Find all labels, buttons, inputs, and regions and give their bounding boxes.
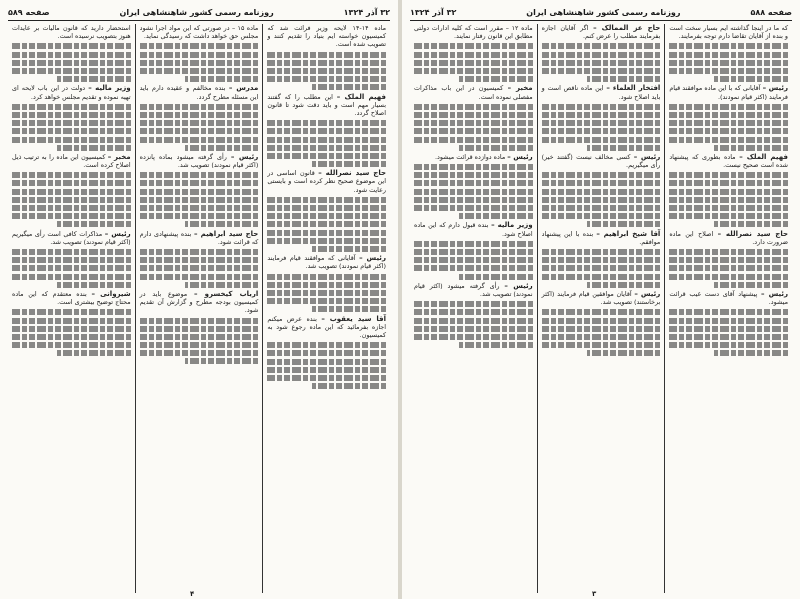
text-line — [414, 257, 533, 263]
text-line — [185, 358, 259, 364]
text-line — [542, 309, 661, 315]
text-line — [669, 172, 788, 178]
text-line — [140, 249, 259, 255]
left-page-number: ۴ — [190, 590, 195, 598]
text-line — [414, 318, 533, 324]
text-paragraph — [12, 153, 131, 169]
speaker-name: حاج سید ابراهیم – — [193, 229, 259, 238]
right-header-date: ۳۲ آذر ۱۳۲۴ — [410, 7, 457, 17]
text-line — [714, 145, 788, 151]
paragraph-text: ماده ۱۲ – مقرر است که کلیه ادارات دولتی مطابق این قانون رفتار نمایند. — [413, 24, 533, 41]
speaker-name: حاج سید نصرالله – — [318, 169, 386, 178]
text-line — [267, 350, 386, 356]
text-line — [414, 309, 533, 315]
text-line — [587, 76, 661, 82]
text-line — [12, 112, 131, 118]
text-line — [459, 145, 533, 151]
text-line — [267, 120, 386, 126]
text-line — [12, 128, 131, 134]
text-line — [542, 334, 661, 340]
speaker-name: رئیس – — [633, 152, 661, 161]
right-header-title: روزنامه رسمی کشور شاهنشاهی ایران — [526, 7, 681, 17]
text-line — [414, 241, 533, 247]
speaker-name: حاج عز الممالک – — [593, 24, 661, 32]
left-page-header — [8, 4, 390, 21]
text-line — [185, 145, 259, 151]
left-columns — [8, 24, 390, 593]
text-line — [267, 76, 386, 82]
speaker-name: افتخار العلماء – — [606, 84, 661, 93]
text-line — [12, 189, 131, 195]
text-paragraph — [12, 230, 131, 246]
text-paragraph — [669, 84, 788, 100]
right-page-header — [410, 4, 792, 21]
text-line — [140, 334, 259, 340]
right-column-3 — [410, 24, 538, 593]
text-line — [587, 350, 661, 356]
text-line — [459, 213, 533, 219]
paragraph-text: رأی گرفته میشود بماده پانزده (اکثر قیام نمودند) تصویب شد. — [139, 152, 259, 170]
text-line — [669, 249, 788, 255]
text-line — [542, 128, 661, 134]
text-paragraph — [267, 93, 386, 118]
text-line — [57, 282, 131, 288]
text-paragraph — [140, 84, 259, 100]
text-line — [267, 145, 386, 151]
text-line — [414, 43, 533, 49]
paragraph-text: که ما در اینجا گذاشته ایم بسیار سخت است و بنده از آقایان تقاضا دارم توجه بفرمایند. — [669, 24, 788, 41]
text-line — [57, 76, 131, 82]
left-header-title: روزنامه رسمی کشور شاهنشاهی ایران — [119, 7, 274, 17]
text-line — [414, 180, 533, 186]
text-line — [542, 265, 661, 271]
text-line — [267, 128, 386, 134]
speaker-name: مدرس – — [228, 84, 259, 93]
text-line — [140, 350, 259, 356]
speaker-name: حاج سید نصرالله – — [717, 229, 788, 238]
text-line — [12, 326, 131, 332]
text-line — [140, 104, 259, 110]
text-line — [140, 326, 259, 332]
speaker-name: رئیس – — [230, 152, 259, 161]
text-line — [542, 68, 661, 74]
text-line — [267, 359, 386, 365]
text-paragraph — [669, 153, 788, 169]
text-line — [669, 334, 788, 340]
text-line — [542, 60, 661, 66]
text-line — [12, 52, 131, 58]
text-line — [542, 180, 661, 186]
text-line — [414, 301, 533, 307]
text-line — [12, 172, 131, 178]
speaker-name: آقا شیخ ابراهیم – — [596, 229, 661, 238]
paragraph-text: اصلاح این ماده ضرورت دارد. — [669, 229, 788, 246]
text-paragraph — [140, 24, 259, 40]
text-line — [459, 76, 533, 82]
speaker-name: آقا سید یعقوب – — [321, 314, 386, 323]
text-line — [312, 246, 386, 252]
text-line — [669, 197, 788, 203]
text-line — [669, 309, 788, 315]
text-line — [267, 282, 386, 288]
text-line — [669, 213, 788, 219]
text-line — [542, 257, 661, 263]
text-line — [542, 104, 661, 110]
text-line — [414, 189, 533, 195]
text-line — [414, 249, 533, 255]
speaker-name: رئیس – — [507, 152, 533, 161]
speaker-name: رئیس – — [504, 281, 533, 290]
paragraph-text: بنده مخالفم و عقیده دارم باید این مسئله مطرح گردد. — [139, 84, 259, 101]
text-paragraph — [140, 290, 259, 315]
text-line — [542, 137, 661, 143]
text-paragraph — [669, 290, 788, 306]
text-line — [57, 145, 131, 151]
text-line — [669, 189, 788, 195]
text-line — [414, 334, 533, 340]
text-line — [185, 282, 259, 288]
text-line — [542, 43, 661, 49]
text-line — [414, 104, 533, 110]
text-line — [140, 172, 259, 178]
speaker-name: شیروانی – — [91, 289, 131, 298]
paragraph-text: ماده بطوری که پیشنهاد شده است صحیح نیست. — [669, 152, 788, 170]
paragraph-text: بنده پیشنهادی دارم که قرائت شود. — [139, 229, 259, 246]
text-line — [714, 282, 788, 288]
text-line — [669, 43, 788, 49]
paragraph-text: بنده قبول دارم که این ماده اصلاح شود. — [413, 221, 533, 238]
text-paragraph — [267, 315, 386, 340]
text-line — [12, 249, 131, 255]
text-line — [459, 274, 533, 280]
text-line — [542, 52, 661, 58]
text-line — [542, 249, 661, 255]
text-line — [267, 290, 386, 296]
text-line — [542, 189, 661, 195]
speaker-name: مخبر – — [507, 84, 533, 93]
text-line — [414, 197, 533, 203]
text-line — [12, 257, 131, 263]
text-line — [267, 342, 386, 348]
text-paragraph — [542, 24, 661, 40]
right-header-page-label: صفحه ۵۸۸ — [750, 7, 792, 17]
text-line — [267, 375, 386, 381]
paragraph-text: استحضار دارید که قانون مالیات بر عایدات هنوز بتصویب نرسیده است. — [11, 24, 131, 41]
text-line — [140, 257, 259, 263]
text-line — [140, 137, 259, 143]
text-line — [542, 112, 661, 118]
text-line — [12, 180, 131, 186]
text-paragraph — [414, 24, 533, 40]
speaker-name: رئیس – — [359, 254, 386, 263]
text-line — [12, 265, 131, 271]
speaker-name: مخبر – — [107, 152, 131, 161]
text-line — [542, 342, 661, 348]
paragraph-text: موضوع باید در کمیسیون بودجه مطرح و گزارش آن تقدیم شود. — [139, 289, 259, 315]
text-line — [669, 137, 788, 143]
text-line — [414, 164, 533, 170]
speaker-name: فهیم الملک – — [336, 92, 387, 101]
text-line — [267, 230, 386, 236]
text-line — [669, 128, 788, 134]
paragraph-text: رأی گرفته میشود (اکثر قیام نمودند) تصویب شد. — [413, 281, 533, 298]
text-line — [140, 274, 259, 280]
text-line — [312, 84, 386, 90]
paragraph-text: اگر آقایان اجازه بفرمایند مطلب را عرض کنم. — [541, 24, 661, 41]
paragraph-text: بنده عرض میکنم اجازه بفرمائید که این ماده رجوع شود به کمیسیون. — [267, 314, 386, 339]
paragraph-text: این مطلب را که گفتند بسیار مهم است و باید دقت شود تا قانون اصلاح گردد. — [267, 92, 386, 117]
paragraph-text: آقایانی که موافقند قیام فرمایند (اکثر قیام نمودند) تصویب شد. — [267, 254, 386, 271]
text-line — [140, 189, 259, 195]
text-line — [714, 76, 788, 82]
text-line — [140, 60, 259, 66]
text-line — [414, 68, 533, 74]
text-line — [140, 128, 259, 134]
paragraph-text: بنده با این پیشنهاد موافقم. — [541, 229, 661, 246]
speaker-name: وزیر مالیه – — [491, 221, 533, 230]
text-line — [12, 120, 131, 126]
text-paragraph — [267, 254, 386, 270]
text-line — [57, 221, 131, 227]
text-line — [140, 68, 259, 74]
text-line — [267, 153, 386, 159]
text-paragraph — [669, 24, 788, 40]
paragraph-text: دولت در این باب لایحه ای تهیه نموده و تقدیم مجلس خواهد کرد. — [11, 84, 131, 101]
text-line — [669, 326, 788, 332]
left-page — [0, 0, 398, 599]
text-line — [542, 318, 661, 324]
text-line — [542, 172, 661, 178]
text-line — [414, 326, 533, 332]
left-header-date: ۳۲ آذر ۱۳۲۴ — [343, 7, 390, 17]
text-line — [542, 274, 661, 280]
text-paragraph — [267, 169, 386, 194]
speaker-name: ارباب کیخسرو – — [193, 289, 259, 298]
text-line — [267, 221, 386, 227]
text-line — [542, 326, 661, 332]
text-line — [140, 342, 259, 348]
left-column-3 — [8, 24, 136, 593]
text-line — [267, 213, 386, 219]
text-line — [669, 274, 788, 280]
text-line — [185, 221, 259, 227]
text-line — [459, 342, 533, 348]
text-paragraph — [12, 24, 131, 40]
paragraph-text: ماده ۱۴-۱۴ لایحه وزیر فرائت شد که کمیسیون خواسته ایم بنیاد را تقدیم کنند و تصویب شده است. — [267, 24, 386, 49]
text-line — [12, 197, 131, 203]
text-line — [267, 68, 386, 74]
text-line — [12, 43, 131, 49]
text-line — [12, 309, 131, 315]
left-column-2 — [136, 24, 264, 593]
text-line — [669, 205, 788, 211]
text-line — [12, 274, 131, 280]
text-paragraph — [140, 153, 259, 169]
right-page-number: ۳ — [592, 590, 597, 598]
text-line — [669, 60, 788, 66]
paragraph-text: کسی مخالف نیست (گفتند خیر) رأی میگیریم. — [541, 152, 661, 170]
paragraph-text: قانون اساسی در این موضوع صحیح نظر کرده است و بایستی رعایت شود. — [267, 169, 386, 194]
right-columns — [410, 24, 792, 593]
paragraph-text: پیشنهاد آقای دست غیب قرائت میشود. — [669, 289, 788, 307]
text-line — [587, 221, 661, 227]
text-line — [267, 367, 386, 373]
right-column-1 — [665, 24, 792, 593]
text-line — [12, 104, 131, 110]
text-line — [267, 298, 386, 304]
text-paragraph — [140, 230, 259, 246]
text-paragraph — [414, 153, 533, 161]
text-paragraph — [414, 84, 533, 100]
text-line — [267, 52, 386, 58]
text-line — [669, 257, 788, 263]
text-line — [267, 197, 386, 203]
text-line — [12, 205, 131, 211]
left-column-1 — [263, 24, 390, 593]
text-line — [414, 52, 533, 58]
paragraph-text: کمیسیون این ماده را به ترتیب ذیل اصلاح کرده است. — [11, 152, 131, 170]
text-line — [414, 60, 533, 66]
paragraph-text: کمیسیون در این باب مذاکرات مفصلی نموده است. — [413, 84, 533, 101]
text-line — [140, 180, 259, 186]
text-line — [12, 68, 131, 74]
text-line — [414, 120, 533, 126]
text-line — [140, 318, 259, 324]
text-paragraph — [542, 153, 661, 169]
text-line — [12, 334, 131, 340]
text-line — [669, 112, 788, 118]
text-paragraph — [414, 221, 533, 237]
text-line — [312, 306, 386, 312]
text-line — [669, 265, 788, 271]
text-line — [12, 60, 131, 66]
text-paragraph — [267, 24, 386, 49]
text-line — [140, 213, 259, 219]
text-line — [12, 137, 131, 143]
paragraph-text: ماده ۱۵ – در صورتی که این مواد اجرا نشود مجلس حق خواهد داشت که رسیدگی نماید. — [139, 24, 259, 41]
paragraph-text: مذاکرات کافی است رأی میگیریم (اکثر قیام نمودند) تصویب شد. — [11, 229, 131, 246]
paragraph-text: آقایان موافقین قیام فرمایند (اکثر برخاستند) تصویب شد. — [541, 289, 661, 307]
speaker-name: رئیس – — [104, 229, 131, 238]
text-line — [414, 205, 533, 211]
text-line — [140, 52, 259, 58]
text-line — [267, 238, 386, 244]
text-line — [414, 128, 533, 134]
speaker-name: رئیس – — [762, 84, 788, 93]
text-line — [267, 274, 386, 280]
text-paragraph — [12, 290, 131, 306]
text-line — [185, 76, 259, 82]
text-line — [312, 161, 386, 167]
text-line — [714, 350, 788, 356]
text-line — [12, 342, 131, 348]
left-header-page-label: صفحه ۵۸۹ — [8, 7, 50, 17]
text-line — [587, 145, 661, 151]
text-line — [267, 60, 386, 66]
text-line — [414, 265, 533, 271]
text-line — [267, 205, 386, 211]
speaker-name: وزیر مالیه – — [88, 84, 131, 93]
text-line — [669, 342, 788, 348]
text-line — [587, 282, 661, 288]
text-line — [267, 137, 386, 143]
text-line — [57, 350, 131, 356]
text-line — [669, 318, 788, 324]
right-column-2 — [538, 24, 666, 593]
text-line — [542, 120, 661, 126]
right-page — [402, 0, 800, 599]
text-line — [542, 197, 661, 203]
text-line — [414, 112, 533, 118]
text-line — [669, 120, 788, 126]
text-line — [140, 112, 259, 118]
text-line — [414, 172, 533, 178]
text-line — [12, 318, 131, 324]
paragraph-text: این ماده ناقص است و باید اصلاح شود. — [541, 84, 661, 101]
speaker-name: رئیس – — [634, 289, 661, 298]
text-line — [140, 43, 259, 49]
paragraph-text: آقایانی که با این ماده موافقند قیام فرمایند (اکثر قیام نمودند). — [669, 84, 788, 101]
text-line — [542, 205, 661, 211]
paragraph-text: ماده دوازده قرائت میشود. — [434, 152, 506, 161]
speaker-name: رئیس – — [761, 289, 788, 298]
text-paragraph — [542, 290, 661, 306]
text-line — [669, 68, 788, 74]
text-paragraph — [542, 230, 661, 246]
text-line — [12, 213, 131, 219]
text-line — [669, 52, 788, 58]
text-line — [140, 205, 259, 211]
text-paragraph — [12, 84, 131, 100]
text-line — [669, 104, 788, 110]
text-paragraph — [542, 84, 661, 100]
text-line — [669, 180, 788, 186]
paragraph-text: بنده معتقدم که این ماده محتاج توضیح بیشتری است. — [11, 289, 131, 307]
text-line — [312, 383, 386, 389]
text-line — [140, 265, 259, 271]
text-line — [542, 213, 661, 219]
text-paragraph — [414, 282, 533, 298]
speaker-name: فهیم الملک – — [739, 152, 788, 161]
text-paragraph — [669, 230, 788, 246]
text-line — [714, 221, 788, 227]
text-line — [140, 120, 259, 126]
text-line — [414, 137, 533, 143]
text-line — [140, 197, 259, 203]
